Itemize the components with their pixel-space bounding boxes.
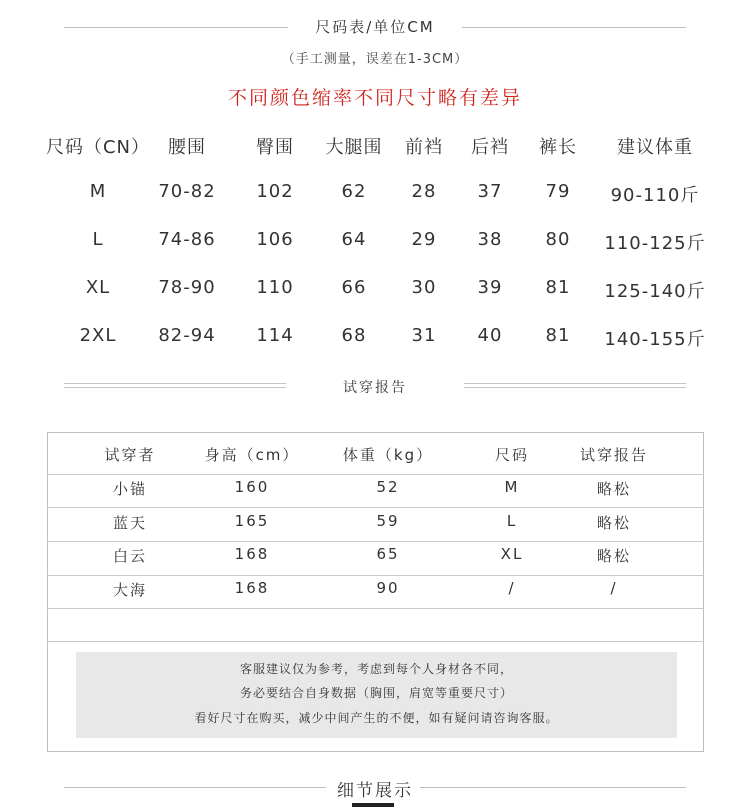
trial-table-cell: 168 (234, 545, 270, 563)
trial-table-cell: 小锚 (112, 480, 147, 498)
trial-table-cell: 59 (376, 512, 400, 530)
size-table-cell: XL (85, 277, 111, 298)
page-title: 尺码表/单位CM (315, 18, 435, 36)
measurement-note: （手工测量，误差在1-3CM） (281, 52, 469, 67)
size-table-cell: 78-90 (158, 277, 216, 298)
trial-report-title: 试穿报告 (343, 380, 407, 396)
size-table-cell: 39 (477, 277, 503, 298)
size-table-cell: 62 (341, 181, 367, 202)
trial-table-cell: 52 (376, 478, 400, 496)
size-table-cell: 110 (256, 277, 294, 298)
trial-table-cell: XL (500, 545, 524, 563)
note-line-3: 看好尺寸在购买，减少中间产生的不便，如有疑问请咨询客服。 (194, 711, 559, 725)
size-table-cell: 110-125斤 (604, 233, 706, 254)
size-table-cell: 90-110斤 (610, 185, 700, 206)
size-table-header: 建议体重 (617, 137, 693, 158)
trial-table-cell: 蓝天 (112, 514, 147, 532)
size-table-cell: 40 (477, 325, 503, 346)
size-table-header: 后裆 (471, 137, 509, 158)
trial-table-cell: 168 (234, 579, 270, 597)
trial-table-cell: L (506, 512, 518, 530)
size-table-header: 大腿围 (325, 137, 383, 158)
size-table-cell: 79 (545, 181, 571, 202)
trial-row-divider (47, 507, 704, 508)
size-table-cell: 140-155斤 (604, 329, 706, 350)
size-table-cell: 81 (545, 277, 571, 298)
trial-table-header: 尺码 (494, 446, 529, 464)
trial-table-cell: 165 (234, 512, 270, 530)
size-table-cell: 30 (411, 277, 437, 298)
trial-table-cell: 白云 (112, 547, 147, 565)
size-table-cell: 2XL (79, 325, 117, 346)
color-shrinkage-warning: 不同颜色缩率不同尺寸略有差异 (227, 87, 522, 109)
size-table-cell: 70-82 (158, 181, 216, 202)
trial-row-divider (47, 474, 704, 475)
size-table-cell: M (89, 181, 107, 202)
size-table-cell: 80 (545, 229, 571, 250)
size-table-cell: 114 (256, 325, 294, 346)
trial-table-cell: / (508, 579, 516, 597)
size-table-cell: 102 (256, 181, 294, 202)
note-line-2: 务必要结合自身数据（胸围，肩宽等重要尺寸） (239, 686, 513, 700)
detail-section-title: 细节展示 (337, 781, 413, 801)
size-table-header: 腰围 (168, 137, 206, 158)
size-table-cell: 37 (477, 181, 503, 202)
trial-table-cell: / (610, 579, 618, 597)
size-table-cell: 81 (545, 325, 571, 346)
trial-table-header: 试穿报告 (579, 446, 648, 464)
size-table-cell: 74-86 (158, 229, 216, 250)
trial-row-divider (47, 575, 704, 576)
trial-table-header: 身高（cm） (204, 446, 300, 464)
trial-table-cell: 略松 (596, 480, 631, 498)
trial-row-divider (47, 641, 704, 642)
size-table-cell: 38 (477, 229, 503, 250)
size-table-header: 尺码（CN） (45, 137, 151, 158)
size-table-cell: 66 (341, 277, 367, 298)
size-table-cell: 29 (411, 229, 437, 250)
trial-table-cell: 160 (234, 478, 270, 496)
size-table-header: 裤长 (539, 137, 577, 158)
trial-table-cell: 65 (376, 545, 400, 563)
trial-table-cell: 90 (376, 579, 400, 597)
trial-table-cell: M (504, 478, 520, 496)
detail-title-underline (352, 803, 394, 807)
size-table-cell: 125-140斤 (604, 281, 706, 302)
size-table-header: 臀围 (256, 137, 294, 158)
trial-row-divider (47, 541, 704, 542)
size-table-cell: 28 (411, 181, 437, 202)
trial-table-cell: 略松 (596, 514, 631, 532)
size-table-cell: 31 (411, 325, 437, 346)
size-table-header: 前裆 (405, 137, 443, 158)
size-table-cell: 68 (341, 325, 367, 346)
trial-table-cell: 略松 (596, 547, 631, 565)
trial-table-header: 体重（kg） (342, 446, 434, 464)
trial-table-header: 试穿者 (104, 446, 156, 464)
size-table-cell: 106 (256, 229, 294, 250)
note-line-1: 客服建议仅为参考，考虑到每个人身材各不同， (239, 662, 513, 676)
size-table-cell: 64 (341, 229, 367, 250)
trial-table-cell: 大海 (112, 581, 147, 599)
size-table-cell: L (92, 229, 104, 250)
size-table-cell: 82-94 (158, 325, 216, 346)
trial-row-divider (47, 608, 704, 609)
